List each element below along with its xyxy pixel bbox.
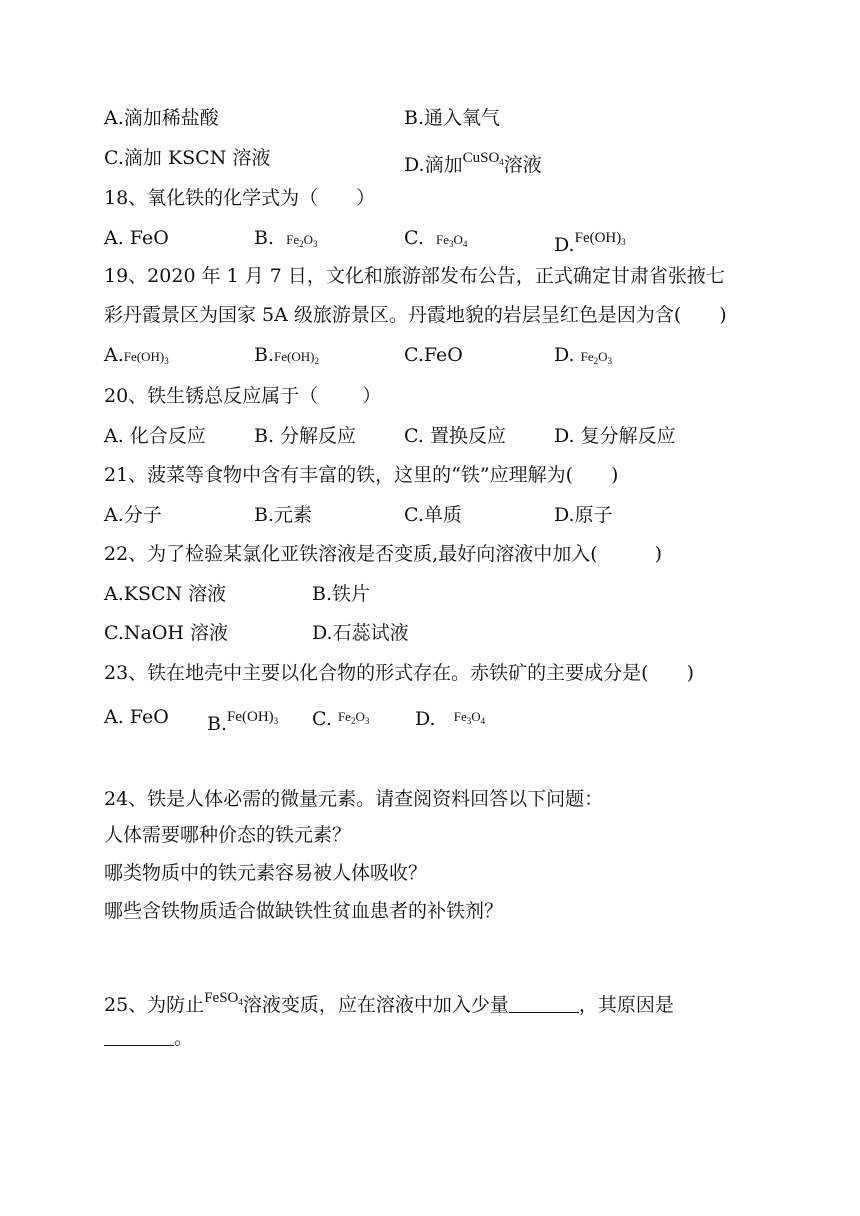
q18-option-d: $D.Fe(OH)_3$ <box>554 226 626 257</box>
q21-option-a: A.分子 <box>104 504 162 526</box>
chemical-formula: $Fe_2O_3$ <box>337 709 370 726</box>
q20-option-b: B. 分解反应 <box>254 425 357 447</box>
chemical-formula: $Fe(OH)_3$ <box>574 230 626 247</box>
chemical-formula: $Fe(OH)_2$ <box>274 349 319 366</box>
q23-option-d: D. $Fe_3O_4$ <box>415 705 485 733</box>
chemical-formula: CuSO$_4$ <box>462 150 504 167</box>
chemical-formula: $Fe_2O_3$ <box>580 349 613 366</box>
q19-option-c: C.FeO <box>404 344 463 366</box>
q19-option-d: D. $Fe_2O_3$ <box>554 343 612 373</box>
q23-option-b: $B.Fe(OH)_3$ <box>207 705 278 736</box>
answer-blank-2[interactable] <box>104 1027 174 1046</box>
q20-option-d: D. 复分解反应 <box>554 425 676 447</box>
q18-option-c: C. $Fe_3O_4$ <box>404 226 467 256</box>
q23-option-a: A. FeO <box>104 706 169 728</box>
question-20-stem: 20、铁生锈总反应属于（ ） <box>104 385 382 407</box>
q24-line-2: 哪类物质中的铁元素容易被人体吸收？ <box>104 862 428 884</box>
q21-option-c: C.单质 <box>404 504 462 526</box>
q18-option-b: B. $Fe_2O_3$ <box>254 226 318 256</box>
q22-option-b: B.铁片 <box>312 583 371 605</box>
question-25-continuation: 。 <box>104 1026 193 1050</box>
q18-option-a: A. FeO <box>104 227 169 249</box>
q22-option-d: D.石蕊试液 <box>312 622 409 644</box>
chemical-formula: $Fe(OH)_3$ <box>227 709 279 726</box>
q22-option-a: A.KSCN 溶液 <box>104 583 227 605</box>
q24-line-1: 人体需要哪种价态的铁元素？ <box>104 824 352 846</box>
q20-option-c: C. 置换反应 <box>404 425 506 447</box>
chemical-formula: $Fe_3O_4$ <box>453 709 486 726</box>
question-24-stem: 24、铁是人体必需的微量元素。请查阅资料回答以下问题： <box>104 788 604 810</box>
chemical-formula: $Fe_2O_3$ <box>286 232 318 249</box>
chemical-formula: $Fe_3O_4$ <box>436 232 468 249</box>
q17-option-d: D.滴加CuSO$_4$溶液 <box>404 146 542 177</box>
q19-option-a: $A.Fe(OH)_3$ <box>104 343 169 373</box>
q21-option-d: D.原子 <box>554 504 613 526</box>
question-22-stem: 22、为了检验某氯化亚铁溶液是否变质,最好向溶液中加入( ) <box>104 543 663 565</box>
question-18-stem: 18、氧化铁的化学式为（ ） <box>104 187 376 209</box>
q17-option-a: A.滴加稀盐酸 <box>104 107 219 129</box>
q20-option-a: A. 化合反应 <box>104 425 206 447</box>
q17-option-b: B.通入氧气 <box>404 107 501 129</box>
q17-option-c: C.滴加 KSCN 溶液 <box>104 147 271 169</box>
answer-blank-1[interactable] <box>509 994 579 1013</box>
q19-option-b: $B.Fe(OH)_2$ <box>254 343 319 373</box>
question-19-stem-line1: 19、2020 年 1 月 7 日，文化和旅游部发布公告，正式确定甘肃省张掖七 <box>104 265 725 287</box>
question-23-stem: 23、铁在地壳中主要以化合物的形式存在。赤铁矿的主要成分是( ) <box>104 662 695 684</box>
q21-option-b: B.元素 <box>254 504 313 526</box>
chemical-formula: FeSO$_4$ <box>204 990 243 1007</box>
q23-option-c: C. $Fe_2O_3$ <box>312 705 369 733</box>
q22-option-c: C.NaOH 溶液 <box>104 622 229 644</box>
question-21-stem: 21、菠菜等食物中含有丰富的铁，这里的“铁”应理解为( ) <box>104 464 619 486</box>
question-25-stem: 25、为防止FeSO$_4$溶液变质，应在溶液中加入少量 ，其原因是 <box>104 986 674 1017</box>
q24-line-3: 哪些含铁物质适合做缺铁性贫血患者的补铁剂？ <box>104 900 504 922</box>
question-19-stem-line2: 彩丹霞景区为国家 5A 级旅游景区。丹霞地貌的岩层呈红色是因为含( ) <box>104 304 727 326</box>
chemical-formula: $Fe(OH)_3$ <box>123 349 169 366</box>
